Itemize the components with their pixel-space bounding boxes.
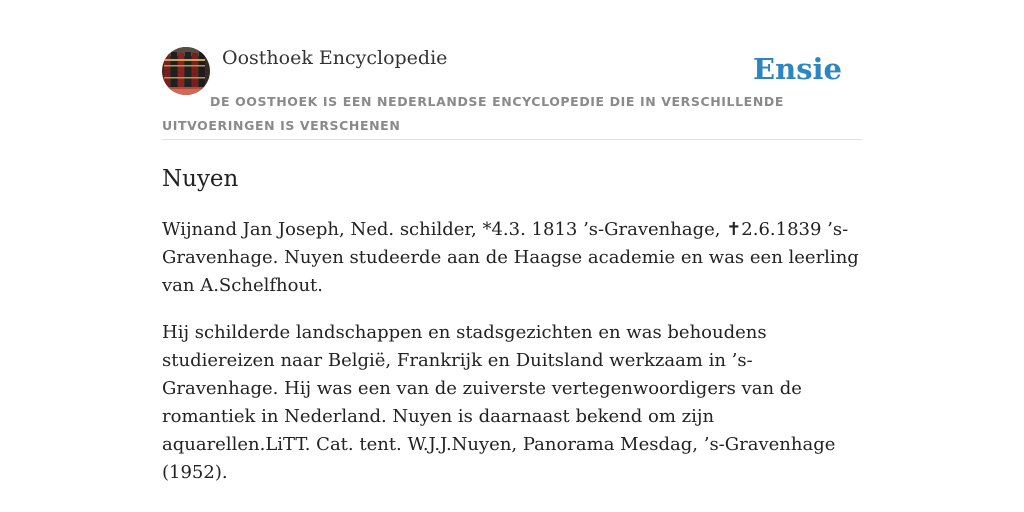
- article-paragraph: Hij schilderde landschappen en stadsgezichten en was behoudens studiereizen naar België, Frankrijk en Duitsland werkzaam in ’s-Gravenhage. Hij was een van de zuiverste vertegenwoordigers van de romantiek in Nederland. Nuyen is daarnaast bekend om zijn aquarellen.LiTT. Cat. tent. W.J.J.Nuyen, Panorama Mesdag, ’s-Gravenhage (1952).: [162, 322, 836, 483]
- source-avatar[interactable]: [162, 47, 210, 95]
- brand-logo[interactable]: Ensie: [753, 52, 842, 86]
- source-name[interactable]: Oosthoek Encyclopedie: [222, 47, 448, 69]
- header-divider: [162, 139, 862, 140]
- source-description: DE OOSTHOEK IS EEN NEDERLANDSE ENCYCLOPEDIE DIE IN VERSCHILLENDE UITVOERINGEN IS VERSCHENEN: [162, 94, 784, 133]
- article-body: [162, 216, 862, 506]
- encyclopedia-books-icon: [162, 47, 210, 95]
- article-paragraph: Wijnand Jan Joseph, Ned. schilder, *4.3. 1813 ’s-Gravenhage, ✝2.6.1839 ’s-Gravenhage. Nuyen studeerde aan de Haagse academie en was een leerling van A.Schelfhout.: [162, 219, 859, 296]
- article-title: Nuyen: [162, 166, 239, 192]
